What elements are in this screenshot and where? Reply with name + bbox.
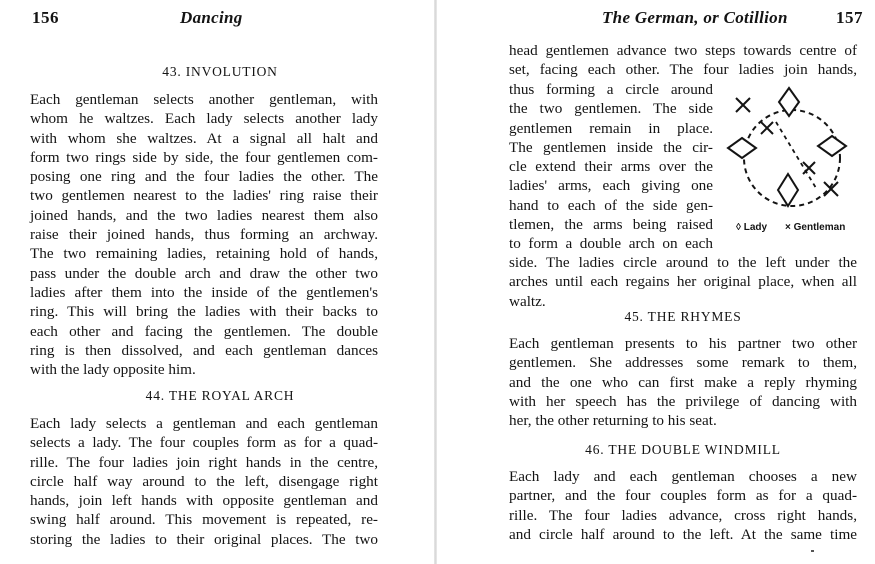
continuation-body-bottom bbox=[509, 253, 857, 311]
text-line: with whom she waltzes. At a signal all halt and bbox=[30, 129, 378, 147]
text-line: form two rings side by side, the four gentlemen com- bbox=[30, 148, 378, 166]
text-line: each other and facing the gentlemen. The double bbox=[30, 322, 378, 340]
text-line: ring is then dissolved, and each gentleman dances bbox=[30, 341, 378, 359]
right-running-title: The German, or Cotillion bbox=[602, 8, 788, 27]
text-line: Each gentleman presents to his partner two other bbox=[509, 335, 857, 352]
text-line: set, facing each other. The four ladies join hands, bbox=[509, 61, 857, 79]
gentleman-cross-icon bbox=[761, 122, 773, 134]
text-line: head gentlemen advance two steps towards centre of bbox=[509, 42, 857, 59]
text-line: partner, and the four couples form as for a quad- bbox=[509, 487, 857, 505]
text-line: her, the other returning to his seat. bbox=[509, 412, 717, 430]
gentleman-cross-icon bbox=[736, 98, 750, 112]
text-line: hand to each of the side gen- bbox=[509, 196, 713, 214]
print-speck bbox=[811, 550, 814, 552]
text-line: ladies' arms, each giving one bbox=[509, 177, 713, 195]
section-44-body bbox=[30, 414, 378, 549]
text-line: gentlemen remain in place. bbox=[509, 119, 713, 137]
text-line: ring. This will bring the ladies with their backs to bbox=[30, 303, 378, 321]
section-43-body bbox=[30, 90, 378, 379]
lady-diamond-icon bbox=[778, 174, 798, 206]
text-line: the two gentlemen. The side bbox=[509, 100, 713, 118]
text-line: arches until each regains her original place, when all bbox=[509, 273, 857, 291]
text-line: cle extend their arms over the bbox=[509, 158, 713, 176]
text-line: with the lady opposite him. bbox=[30, 361, 196, 379]
text-line: whom he waltzes. Each lady selects another lady bbox=[30, 110, 378, 128]
text-line: selects a lady. The four couples form as for a quad- bbox=[30, 434, 378, 452]
text-line: waltz. bbox=[509, 292, 546, 310]
continuation-body-top bbox=[509, 41, 857, 80]
section-45-body bbox=[509, 334, 857, 430]
left-page-number: 156 bbox=[32, 8, 59, 27]
text-line: The two remaining ladies, retaining hold of hands, bbox=[30, 245, 378, 263]
text-line: storing the ladies to their original places. The two bbox=[30, 530, 378, 548]
section-45-heading: 45. THE RHYMES bbox=[624, 309, 742, 324]
text-line: hands, join left hands with opposite gentleman and bbox=[30, 492, 378, 510]
text-line: circle half way around to the left, disengage right bbox=[30, 472, 378, 490]
text-line: Each lady and each gentleman chooses a new bbox=[509, 468, 857, 485]
text-line: thus forming a circle around bbox=[509, 81, 713, 98]
text-line: and the one who can first make a reply rhyming bbox=[509, 373, 857, 391]
legend-lady: ◊ Lady bbox=[736, 222, 768, 233]
text-line: two gentlemen nearest to the ladies' ring raise their bbox=[30, 187, 378, 205]
text-line: with her speech has the privilege of dancing with bbox=[509, 392, 857, 410]
lady-diamond-icon bbox=[779, 88, 799, 116]
text-line: rille. The four ladies advance, cross right hands, bbox=[509, 506, 857, 524]
text-line: ladies after them into the inside of the gentlemen's bbox=[30, 283, 378, 301]
text-line: rille. The four ladies join right hands in the centre, bbox=[30, 453, 378, 471]
section-46-heading: 46. THE DOUBLE WINDMILL bbox=[585, 442, 781, 457]
text-line: The gentlemen inside the cir- bbox=[509, 138, 713, 156]
text-line: Each gentleman selects another gentleman, with bbox=[30, 91, 378, 108]
text-line: posing one ring and the four ladies the other. The bbox=[30, 168, 378, 186]
text-line: and circle half around to the left. At the same time bbox=[509, 525, 857, 543]
dance-formation-diagram bbox=[726, 80, 866, 238]
lady-diamond-icon bbox=[818, 136, 846, 156]
continuation-body-narrow bbox=[509, 80, 713, 254]
arch-path bbox=[776, 122, 816, 188]
text-line: swing half around. This movement is repeated, re- bbox=[30, 511, 378, 529]
gentleman-cross-icon bbox=[824, 182, 838, 196]
gentleman-cross-icon bbox=[803, 162, 815, 174]
text-line: gentlemen. She addresses some remark to them, bbox=[509, 354, 857, 372]
section-44-heading: 44. THE ROYAL ARCH bbox=[145, 388, 295, 403]
text-line: raise their joined hands, thus forming an archway. bbox=[30, 226, 378, 244]
text-line: joined hands, and the two ladies nearest them also bbox=[30, 206, 378, 224]
text-line: tlemen, the arms being raised bbox=[509, 216, 713, 234]
right-page-number: 157 bbox=[836, 8, 863, 27]
left-running-title: Dancing bbox=[180, 8, 243, 27]
text-line: to form a double arch on each bbox=[509, 235, 713, 253]
text-line: side. The ladies circle around to the left under the bbox=[509, 254, 857, 271]
section-46-body bbox=[509, 467, 857, 544]
text-line: Each lady selects a gentleman and each gentleman bbox=[30, 415, 378, 432]
section-43-heading: 43. INVOLUTION bbox=[162, 64, 278, 79]
lady-diamond-icon bbox=[728, 138, 756, 158]
text-line: pass under the double arch and draw the other two bbox=[30, 264, 378, 282]
legend-gentleman: × Gentleman bbox=[785, 222, 846, 233]
